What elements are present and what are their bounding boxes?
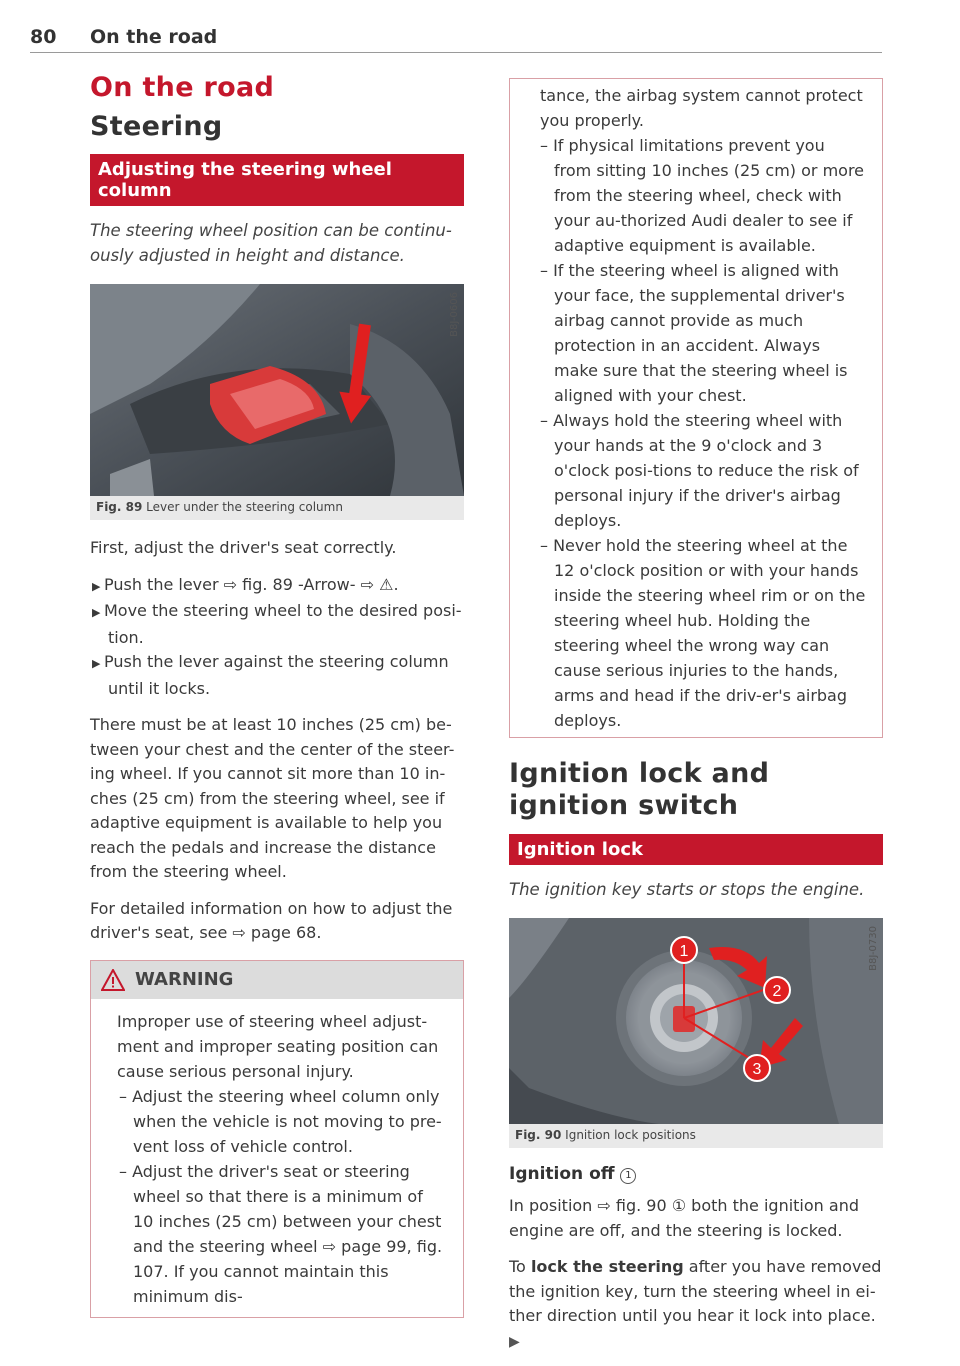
figure-89 xyxy=(90,284,464,520)
warning-box xyxy=(90,960,464,1318)
figure-90 xyxy=(509,918,883,1148)
steering-lever-illustration xyxy=(90,284,464,496)
warning-continued-text: tance, the airbag system cannot protect you properly. xyxy=(540,86,863,130)
paragraph-ignition-off: In position ⇨ fig. 90 ① both the ignition and engine are off, and the steering is locked. xyxy=(509,1196,859,1240)
steps-list xyxy=(90,573,464,702)
warning-item: – If the steering wheel is aligned with your face, the supplemental driver's airbag cannot provide as much protection in an accident. Always make sure that the steering wheel is aligned with your chest. xyxy=(540,261,848,405)
warning-header xyxy=(91,961,463,999)
page-number: 80 xyxy=(30,26,57,48)
svg-text:2: 2 xyxy=(772,983,782,1000)
svg-text:3: 3 xyxy=(752,1061,762,1078)
left-column xyxy=(90,70,464,1318)
warning-item: – Never hold the steering wheel at the 12 o'clock position or with your hands inside the steering wheel rim or on the steering wheel hub. Holding the steering wheel the wrong way can cause serious injuries to the hands, arms and head if the driv-er's airbag deploys. xyxy=(540,536,866,730)
page-header xyxy=(30,22,882,53)
continue-arrow-icon: ▶ xyxy=(509,1333,520,1350)
right-column xyxy=(509,76,883,1366)
list-item: ▶ Push the lever against the steering column until it locks. xyxy=(92,652,449,698)
list-item: ▶ Move the steering wheel to the desired posi-tion. xyxy=(92,601,462,647)
svg-text:1: 1 xyxy=(679,943,689,960)
paragraph-distance: There must be at least 10 inches (25 cm) be-tween your chest and the center of the steer-ing wheel. If you cannot sit more than 10 in-ches (25 cm) from the steering wheel, see if adaptive equipment is available to help you reach the pedals and increase the distance from the steering wheel. xyxy=(90,715,455,881)
callout-1-icon xyxy=(671,937,697,963)
subsection-bar-ignition-lock: Ignition lock xyxy=(509,834,883,865)
callout-2-icon xyxy=(764,977,790,1003)
figure-label: Fig. 90 xyxy=(515,1128,562,1142)
warning-body xyxy=(91,999,463,1317)
paragraph-seat-reference: For detailed information on how to adjust the driver's seat, see ⇨ page 68. xyxy=(90,898,453,942)
section-title-ignition: Ignition lock and ignition switch xyxy=(509,758,770,821)
warning-title: WARNING xyxy=(135,968,234,990)
figure-label: Fig. 89 xyxy=(96,500,143,514)
warning-item: – Adjust the driver's seat or steering wheel so that there is a minimum of 10 inches (25 cm) between your chest and the steering wheel ⇨ page 99, fig. 107. If you cannot maintain this minimum dis- xyxy=(119,1161,443,1306)
subsection-bar-steering-column: Adjusting the steering wheel column xyxy=(90,154,464,206)
figure-caption-text: Ignition lock positions xyxy=(565,1128,696,1142)
running-title: On the road xyxy=(90,26,218,48)
list-item: ▶ Push the lever ⇨ fig. 89 -Arrow- ⇨ ⚠. xyxy=(92,574,399,594)
callout-3-icon xyxy=(744,1055,770,1081)
figure-caption-text: Lever under the steering column xyxy=(146,500,343,514)
warning-item: – Adjust the steering wheel column only when the vehicle is not moving to pre-vent loss of vehicle control. xyxy=(119,1086,442,1156)
figure-code: B8J-0730 xyxy=(868,926,879,971)
intro-ignition: The ignition key starts or stops the engine. xyxy=(509,880,865,899)
position-1-icon: 1 xyxy=(620,1168,636,1184)
paragraph-lock-steering: To lock the steering after you have removed the ignition key, turn the steering wheel in ei-ther direction until you hear it lock into place. ▶ xyxy=(509,1257,882,1350)
figure-caption xyxy=(509,1124,883,1148)
warning-item: – If physical limitations prevent you from sitting 10 inches (25 cm) or more from the steering wheel, check with your au-thorized Audi dealer to see if adaptive equipment is available. xyxy=(540,136,865,255)
warning-continued-box xyxy=(509,78,883,738)
ignition-off-heading: Ignition off 1 xyxy=(509,1164,883,1184)
warning-text: Improper use of steering wheel adjust-ment and improper seating position can cause serious personal injury. xyxy=(117,1011,439,1081)
figure-caption xyxy=(90,496,464,520)
figure-code: B8J-0606 xyxy=(449,292,460,337)
chapter-title: On the road xyxy=(90,72,275,103)
intro-steering: The steering wheel position can be continu-ously adjusted in height and distance. xyxy=(90,221,452,265)
ignition-lock-illustration xyxy=(509,918,883,1124)
section-title-steering: Steering xyxy=(90,111,223,142)
warning-item: – Always hold the steering wheel with your hands at the 9 o'clock and 3 o'clock posi-tions to reduce the risk of personal injury if the driver's airbag deploys. xyxy=(540,411,859,530)
paragraph-adjust-seat: First, adjust the driver's seat correctly. xyxy=(90,538,397,557)
warning-triangle-icon xyxy=(101,969,125,991)
